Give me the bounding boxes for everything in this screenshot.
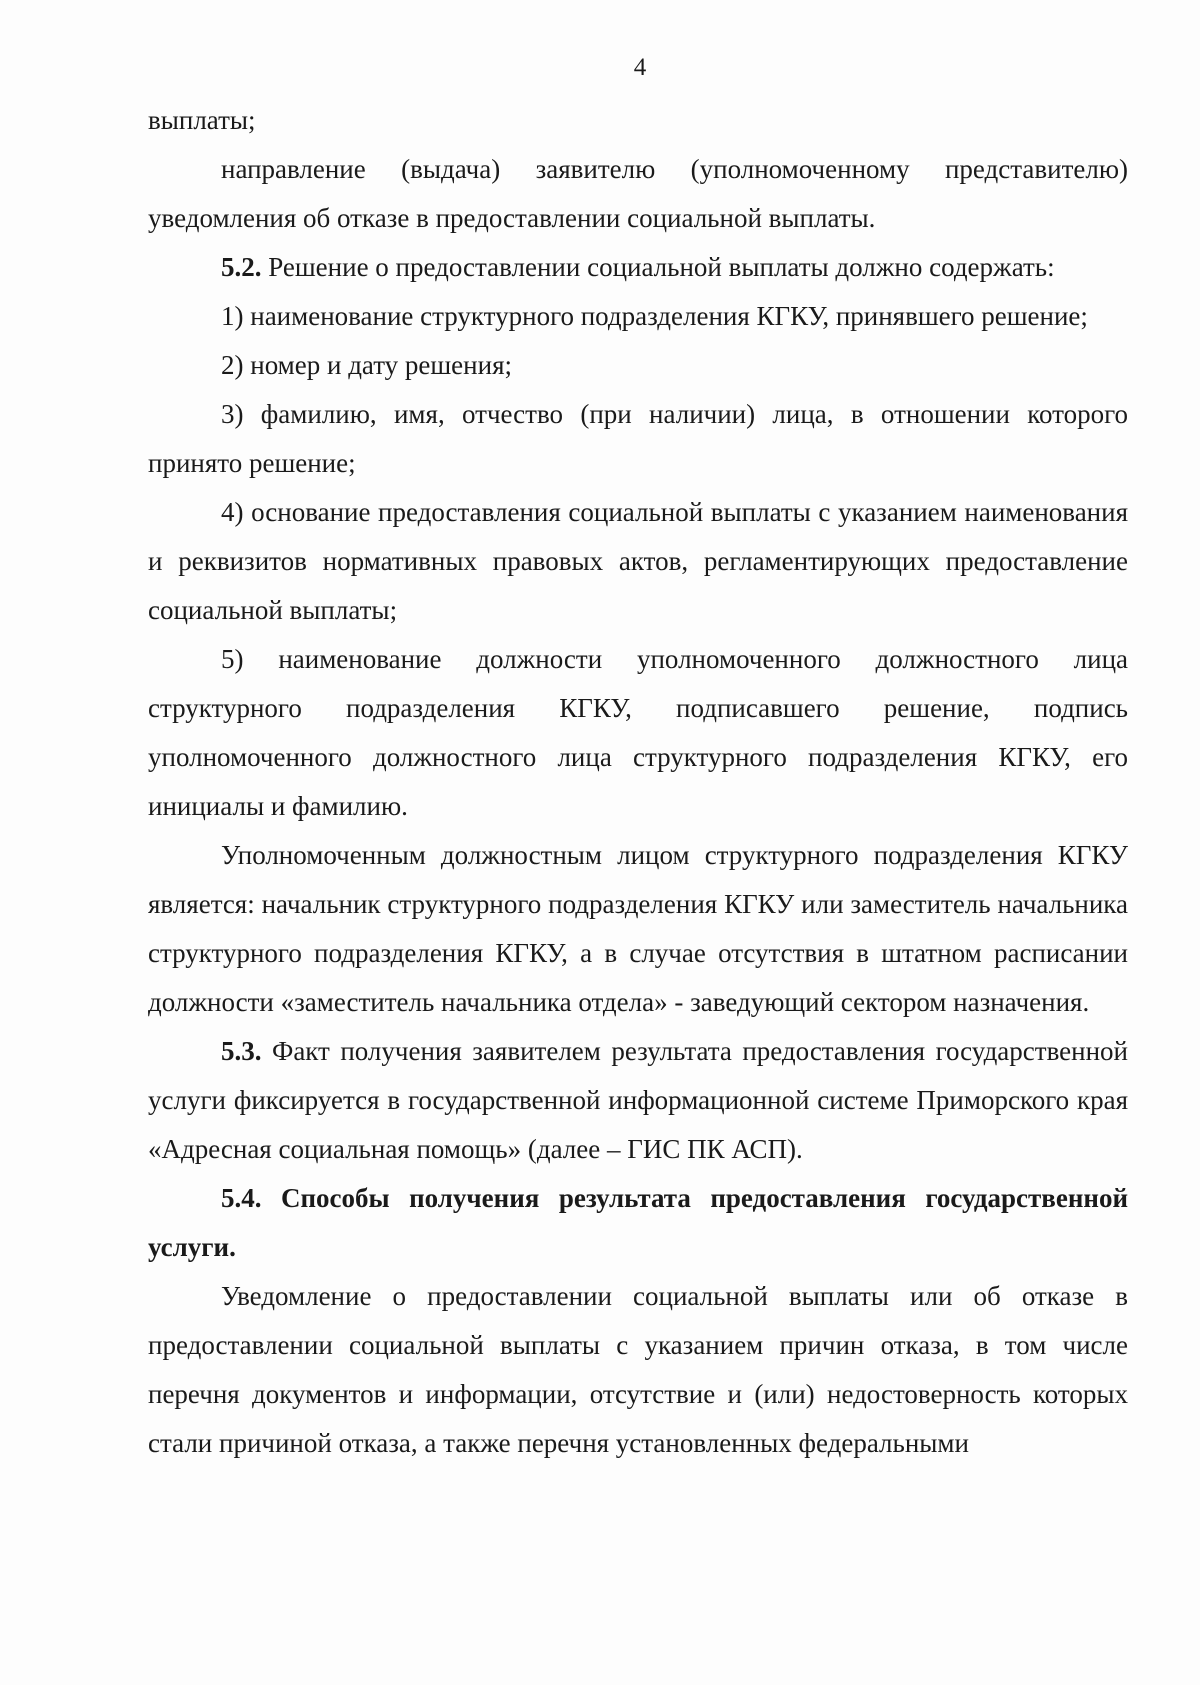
section-heading-5-4 [148, 1174, 1128, 1272]
section-number-5-2: 5.2. [221, 252, 262, 282]
list-item-2: 2) номер и дату решения; [221, 350, 512, 380]
page-number: 4 [633, 54, 647, 81]
paragraph-notification: Уведомление о предоставлении социальной выплаты или об отказе в предоставлении социальной выплаты с указанием причин отказа, в том числе перечня документов и информации, отсутствие и (или) недостоверность которых стали причиной отказа, а также перечня установленных федеральными [148, 1281, 1128, 1458]
list-item-3: 3) фамилию, имя, отчество (при наличии) лица, в отношении которого принято решение; [148, 399, 1128, 478]
paragraph-5-3 [148, 1027, 1128, 1174]
section-heading-5-4-text: 5.4. Способы получения результата предоставления государственной услуги. [148, 1183, 1128, 1262]
list-item-1: 1) наименование структурного подразделения КГКУ, принявшего решение; [221, 301, 1088, 331]
paragraph-5-3-text: Факт получения заявителем результата предоставления государственной услуги фиксируется в государственной информационной системе Приморского края «Адресная социальная помощь» (далее – ГИС ПК АСП). [148, 1036, 1128, 1164]
paragraph-payments-end: выплаты; [148, 105, 256, 135]
paragraph-5-2 [148, 243, 1128, 292]
section-number-5-3: 5.3. [221, 1036, 262, 1066]
paragraph-authorized-official: Уполномоченным должностным лицом структурного подразделения КГКУ является: начальник структурного подразделения КГКУ или заместитель начальника структурного подразделения КГКУ, а в случае отсутствия в штатном расписании должности «заместитель начальника отдела» - заведующий сектором назначения. [148, 840, 1128, 1017]
paragraph-refusal-notice: направление (выдача) заявителю (уполномоченному представителю) уведомления об отказе в предоставлении социальной выплаты. [148, 154, 1128, 233]
document-body [148, 96, 1128, 1468]
list-item-4: 4) основание предоставления социальной выплаты с указанием наименования и реквизитов нормативных правовых актов, регламентирующих предоставление социальной выплаты; [148, 497, 1128, 625]
list-item-5: 5) наименование должности уполномоченного должностного лица структурного подразделения КГКУ, подписавшего решение, подпись уполномоченного должностного лица структурного подразделения КГКУ, его инициалы и фамилию. [148, 644, 1128, 821]
paragraph-5-2-text: Решение о предоставлении социальной выплаты должно содержать: [261, 252, 1055, 282]
